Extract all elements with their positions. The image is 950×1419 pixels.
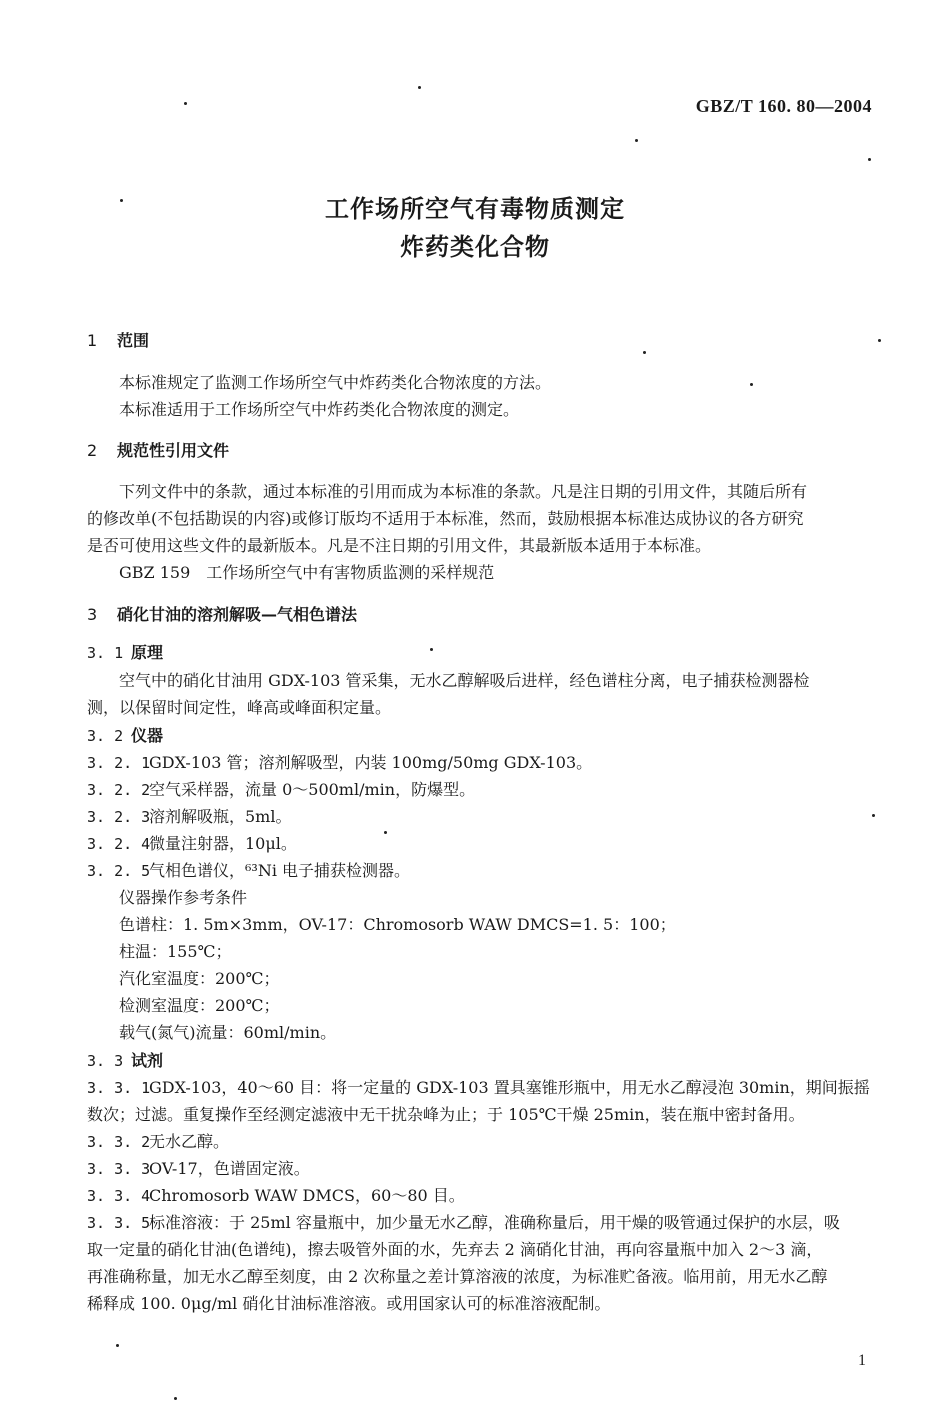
paragraph-line: 是否可使用这些文件的最新版本。凡是不注日期的引用文件，其最新版本适用于本标准。 [87, 536, 712, 555]
scan-speck [174, 1397, 177, 1400]
subsection-3-3-heading [87, 1048, 163, 1071]
clause-3-3-1: 3. 3. 1GDX-103，40～60 目：将一定量的 GDX-103 置具塞锥形瓶中，用无水乙醇浸泡 30min，期间振摇 [87, 1078, 870, 1097]
paragraph: 本标准适用于工作场所空气中炸药类化合物浓度的测定。 [119, 400, 520, 419]
subsection-number: 3. 3 [87, 1052, 124, 1070]
section-3-heading [87, 602, 357, 625]
section-number: 2 [87, 441, 98, 460]
scan-speck [643, 351, 646, 354]
paragraph-line: 测，以保留时间定性，峰高或峰面积定量。 [87, 698, 392, 717]
title-line-1: 工作场所空气有毒物质测定 [325, 195, 625, 223]
subsection-title: 原理 [131, 643, 164, 662]
clause-3-3-4: 3. 3. 4Chromosorb WAW DMCS，60～80 目。 [87, 1186, 465, 1205]
scan-speck [868, 158, 871, 161]
clause-3-2-4: 3. 2. 4微量注射器，10μl。 [87, 834, 297, 853]
subsection-number: 3. 1 [87, 644, 124, 662]
section-title: 规范性引用文件 [117, 441, 230, 460]
paragraph-line: 取一定量的硝化甘油(色谱纯)，擦去吸管外面的水，先弃去 2 滴硝化甘油，再向容量瓶中加入 2～3 滴， [87, 1240, 823, 1259]
section-number: 3 [87, 605, 98, 624]
scan-speck [872, 814, 875, 817]
paragraph-line: 下列文件中的条款，通过本标准的引用而成为本标准的条款。凡是注日期的引用文件，其随后所有 [119, 482, 808, 501]
clause-3-3-5: 3. 3. 5标准溶液：于 25ml 容量瓶中，加少量无水乙醇，准确称量后，用干燥的吸管通过保护的水层，吸 [87, 1213, 840, 1232]
scan-speck [116, 1344, 119, 1347]
page-number: 1 [858, 1352, 866, 1369]
section-2-heading [87, 438, 229, 461]
scan-speck [384, 831, 387, 834]
condition-vaporizer-temp: 汽化室温度：200℃； [119, 969, 280, 988]
subsection-3-2-heading [87, 723, 163, 746]
clause-3-2-5: 3. 2. 5气相色谱仪，⁶³Ni 电子捕获检测器。 [87, 861, 411, 880]
paragraph: 本标准规定了监测工作场所空气中炸药类化合物浓度的方法。 [119, 373, 552, 392]
scan-speck [878, 339, 881, 342]
section-title: 范围 [117, 331, 150, 350]
condition-detector-temp: 检测室温度：200℃； [119, 996, 280, 1015]
paragraph-line: 的修改单(不包括勘误的内容)或修订版均不适用于本标准，然而，鼓励根据本标准达成协议的各方研究 [87, 509, 804, 528]
scan-speck [750, 383, 753, 386]
paragraph-line: 空气中的硝化甘油用 GDX-103 管采集，无水乙醇解吸后进样，经色谱柱分离，电子捕获检测器检 [119, 671, 810, 690]
subsection-title: 试剂 [131, 1051, 164, 1070]
scan-speck [120, 199, 123, 202]
title-line-2: 炸药类化合物 [400, 233, 550, 261]
condition-column: 色谱柱：1. 5m×3mm，OV-17：Chromosorb WAW DMCS=1. 5：100； [119, 915, 676, 934]
normative-reference: GBZ 159 工作场所空气中有害物质监测的采样规范 [119, 563, 495, 582]
clause-3-2-2: 3. 2. 2空气采样器，流量 0～500ml/min，防爆型。 [87, 780, 476, 799]
scan-speck [184, 102, 187, 105]
paragraph-line: 稀释成 100. 0μg/ml 硝化甘油标准溶液。或用国家认可的标准溶液配制。 [87, 1294, 611, 1313]
subsection-title: 仪器 [131, 726, 164, 745]
scan-speck [418, 86, 421, 89]
subsection-number: 3. 2 [87, 727, 124, 745]
subsection-3-1-heading [87, 640, 163, 663]
clause-3-3-2: 3. 3. 2无水乙醇。 [87, 1132, 230, 1151]
standard-code: GBZ/T 160. 80—2004 [695, 96, 872, 116]
condition-column-temp: 柱温：155℃； [119, 942, 232, 961]
paragraph-line: 数次；过滤。重复操作至经测定滤液中无干扰杂峰为止；于 105℃干燥 25min，装在瓶中密封备用。 [87, 1105, 805, 1124]
conditions-title: 仪器操作参考条件 [119, 888, 248, 907]
clause-3-3-3: 3. 3. 3OV-17，色谱固定液。 [87, 1159, 310, 1178]
clause-3-2-3: 3. 2. 3溶剂解吸瓶，5ml。 [87, 807, 292, 826]
condition-carrier-gas: 载气(氮气)流量：60ml/min。 [119, 1023, 337, 1042]
clause-3-2-1: 3. 2. 1GDX-103 管；溶剂解吸型，内装 100mg/50mg GDX-103。 [87, 753, 593, 772]
scan-speck [635, 139, 638, 142]
scan-speck [430, 648, 433, 651]
section-number: 1 [87, 331, 98, 350]
section-1-heading [87, 328, 149, 351]
section-title: 硝化甘油的溶剂解吸—气相色谱法 [117, 605, 358, 624]
paragraph-line: 再准确称量，加无水乙醇至刻度，由 2 次称量之差计算溶液的浓度，为标准贮备液。临用前，用无水乙醇 [87, 1267, 828, 1286]
